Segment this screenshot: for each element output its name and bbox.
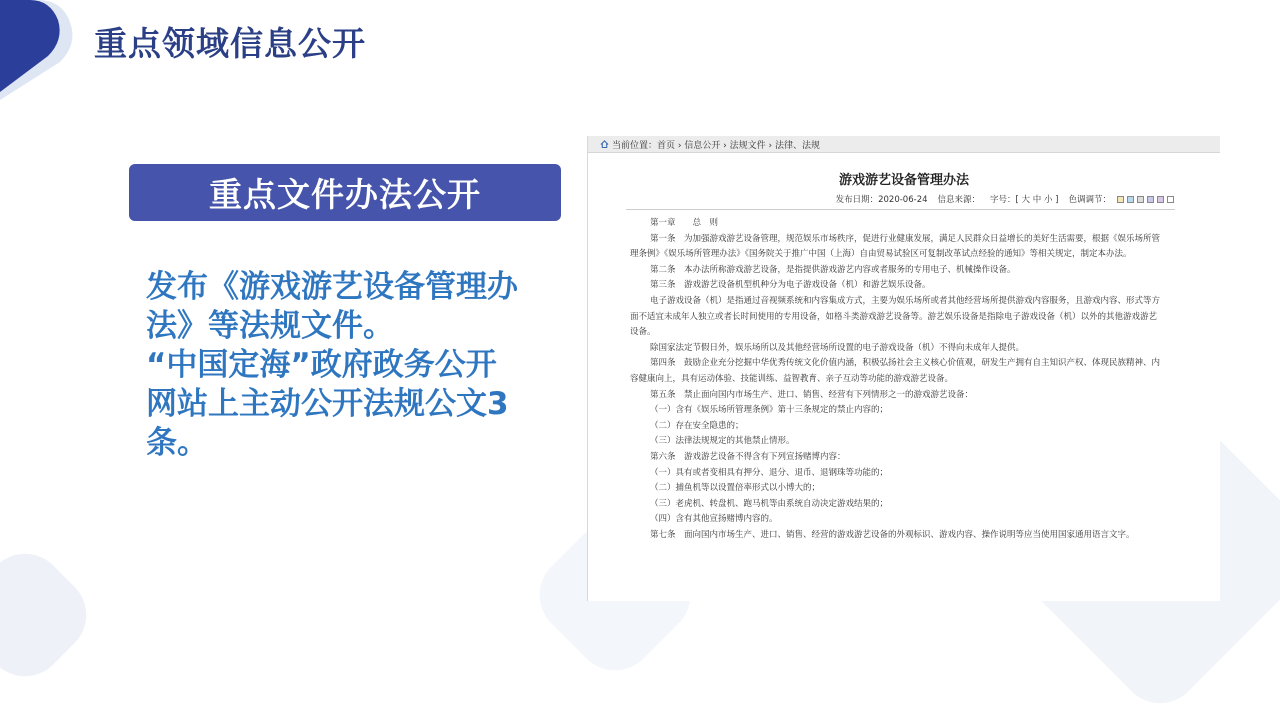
summary-line: “中国定海”政府政务公开: [146, 347, 497, 383]
document-paragraph: 第四条 鼓励企业充分挖掘中华优秀传统文化价值内涵，积极弘扬社会主义核心价值观，研发生产拥有自主知识产权、体现民族精神、内容健康向上，具有运动体验、技能训练、益智教育、亲子互动等功能的游戏游艺设备。: [630, 358, 1161, 384]
document-paragraph: （四）含有其他宣扬赌博内容的。: [650, 514, 778, 525]
color-adjust-label: 色调调节：: [1068, 195, 1111, 205]
document-paragraph: 除国家法定节假日外，娱乐场所以及其他经营场所设置的电子游戏设备（机）不得向未成年人提供。: [650, 342, 1025, 353]
color-swatches[interactable]: [1114, 196, 1174, 203]
document-paragraph: （三）老虎机、转盘机、跑马机等由系统自动决定游戏结果的；: [650, 498, 889, 509]
breadcrumb-text[interactable]: 当前位置：首页 › 信息公开 › 法规文件 › 法律、法规: [612, 140, 820, 151]
home-icon: [600, 140, 609, 148]
color-swatch[interactable]: [1127, 196, 1134, 203]
corner-decoration: [0, 0, 90, 100]
document-paragraph: 第五条 禁止面向国内市场生产、进口、销售、经营有下列情形之一的游戏游艺设备：: [650, 389, 974, 400]
document-paragraph: 第三条 游戏游艺设备机型机种分为电子游戏设备（机）和游艺娱乐设备。: [650, 280, 931, 291]
section-label: 重点文件办法公开: [129, 164, 561, 221]
color-swatch[interactable]: [1167, 196, 1174, 203]
summary-line: 发布《游戏游艺设备管理办: [146, 269, 518, 305]
summary-line: 条。: [146, 425, 208, 461]
document-paragraph: 第一条 为加强游戏游艺设备管理，规范娱乐市场秩序，促进行业健康发展，满足人民群众日益增长的美好生活需要，根据《娱乐场所管理条例》《娱乐场所管理办法》《国务院关于推广中国（上海）自由贸易试验区可复制改革试点经验的通知》等相关规定，制定本办法。: [630, 233, 1161, 260]
breadcrumb: [588, 136, 1220, 153]
document-meta: [588, 193, 1174, 205]
document-paragraph: （一）含有《娱乐场所管理条例》第十三条规定的禁止内容的；: [650, 405, 889, 416]
document-title: 游戏游艺设备管理办法: [838, 173, 969, 188]
info-source: 信息来源：: [937, 195, 981, 205]
font-size-control[interactable]: 字号：[ 大 中 小 ]: [990, 195, 1059, 205]
document-paragraph: 第六条 游戏游艺设备不得含有下列宣扬赌博内容：: [650, 451, 846, 462]
document-paragraph: （二）存在安全隐患的；: [650, 420, 744, 431]
color-swatch[interactable]: [1147, 196, 1154, 203]
document-paragraph: （一）具有或者变相具有押分、退分、退币、退钢珠等功能的；: [650, 467, 889, 478]
summary-text: [146, 268, 556, 463]
summary-line: 网站上主动公开法规公文3: [146, 386, 509, 422]
document-paragraph: 第七条 面向国内市场生产、进口、销售、经营的游戏游艺设备的外观标识、游戏内容、操作说明等应当使用国家通用语言文字。: [650, 529, 1135, 540]
document-paragraph: （三）法律法规规定的其他禁止情形。: [650, 436, 795, 447]
color-swatch[interactable]: [1137, 196, 1144, 203]
color-swatch[interactable]: [1157, 196, 1164, 203]
document-paragraph: 第二条 本办法所称游戏游艺设备，是指提供游戏游艺内容或者服务的专用电子、机械操作设备。: [650, 264, 1016, 275]
summary-line: 法》等法规文件。: [146, 308, 394, 344]
color-swatch[interactable]: [1117, 196, 1124, 203]
slide-title: 重点领域信息公开: [94, 24, 366, 63]
publish-date: 发布日期：2020-06-24: [835, 195, 928, 205]
background-shape-left: [0, 537, 103, 693]
document-paragraph: 电子游戏设备（机）是指通过音视频系统和内容集成方式，主要为娱乐场所或者其他经营场所提供游戏内容服务，且游戏内容、形式等方面不适宜未成年人独立或者长时间使用的专用设备，如格斗类游戏游艺设备等。游艺娱乐设备是指除电子游戏设备（机）以外的其他游戏游艺设备。: [630, 295, 1161, 338]
document-screenshot: [587, 136, 1220, 601]
divider: [626, 209, 1175, 210]
document-body: [630, 216, 1164, 543]
document-paragraph: 第一章 总 则: [650, 218, 719, 228]
document-paragraph: （二）捕鱼机等以设置倍率形式以小博大的；: [650, 483, 821, 494]
